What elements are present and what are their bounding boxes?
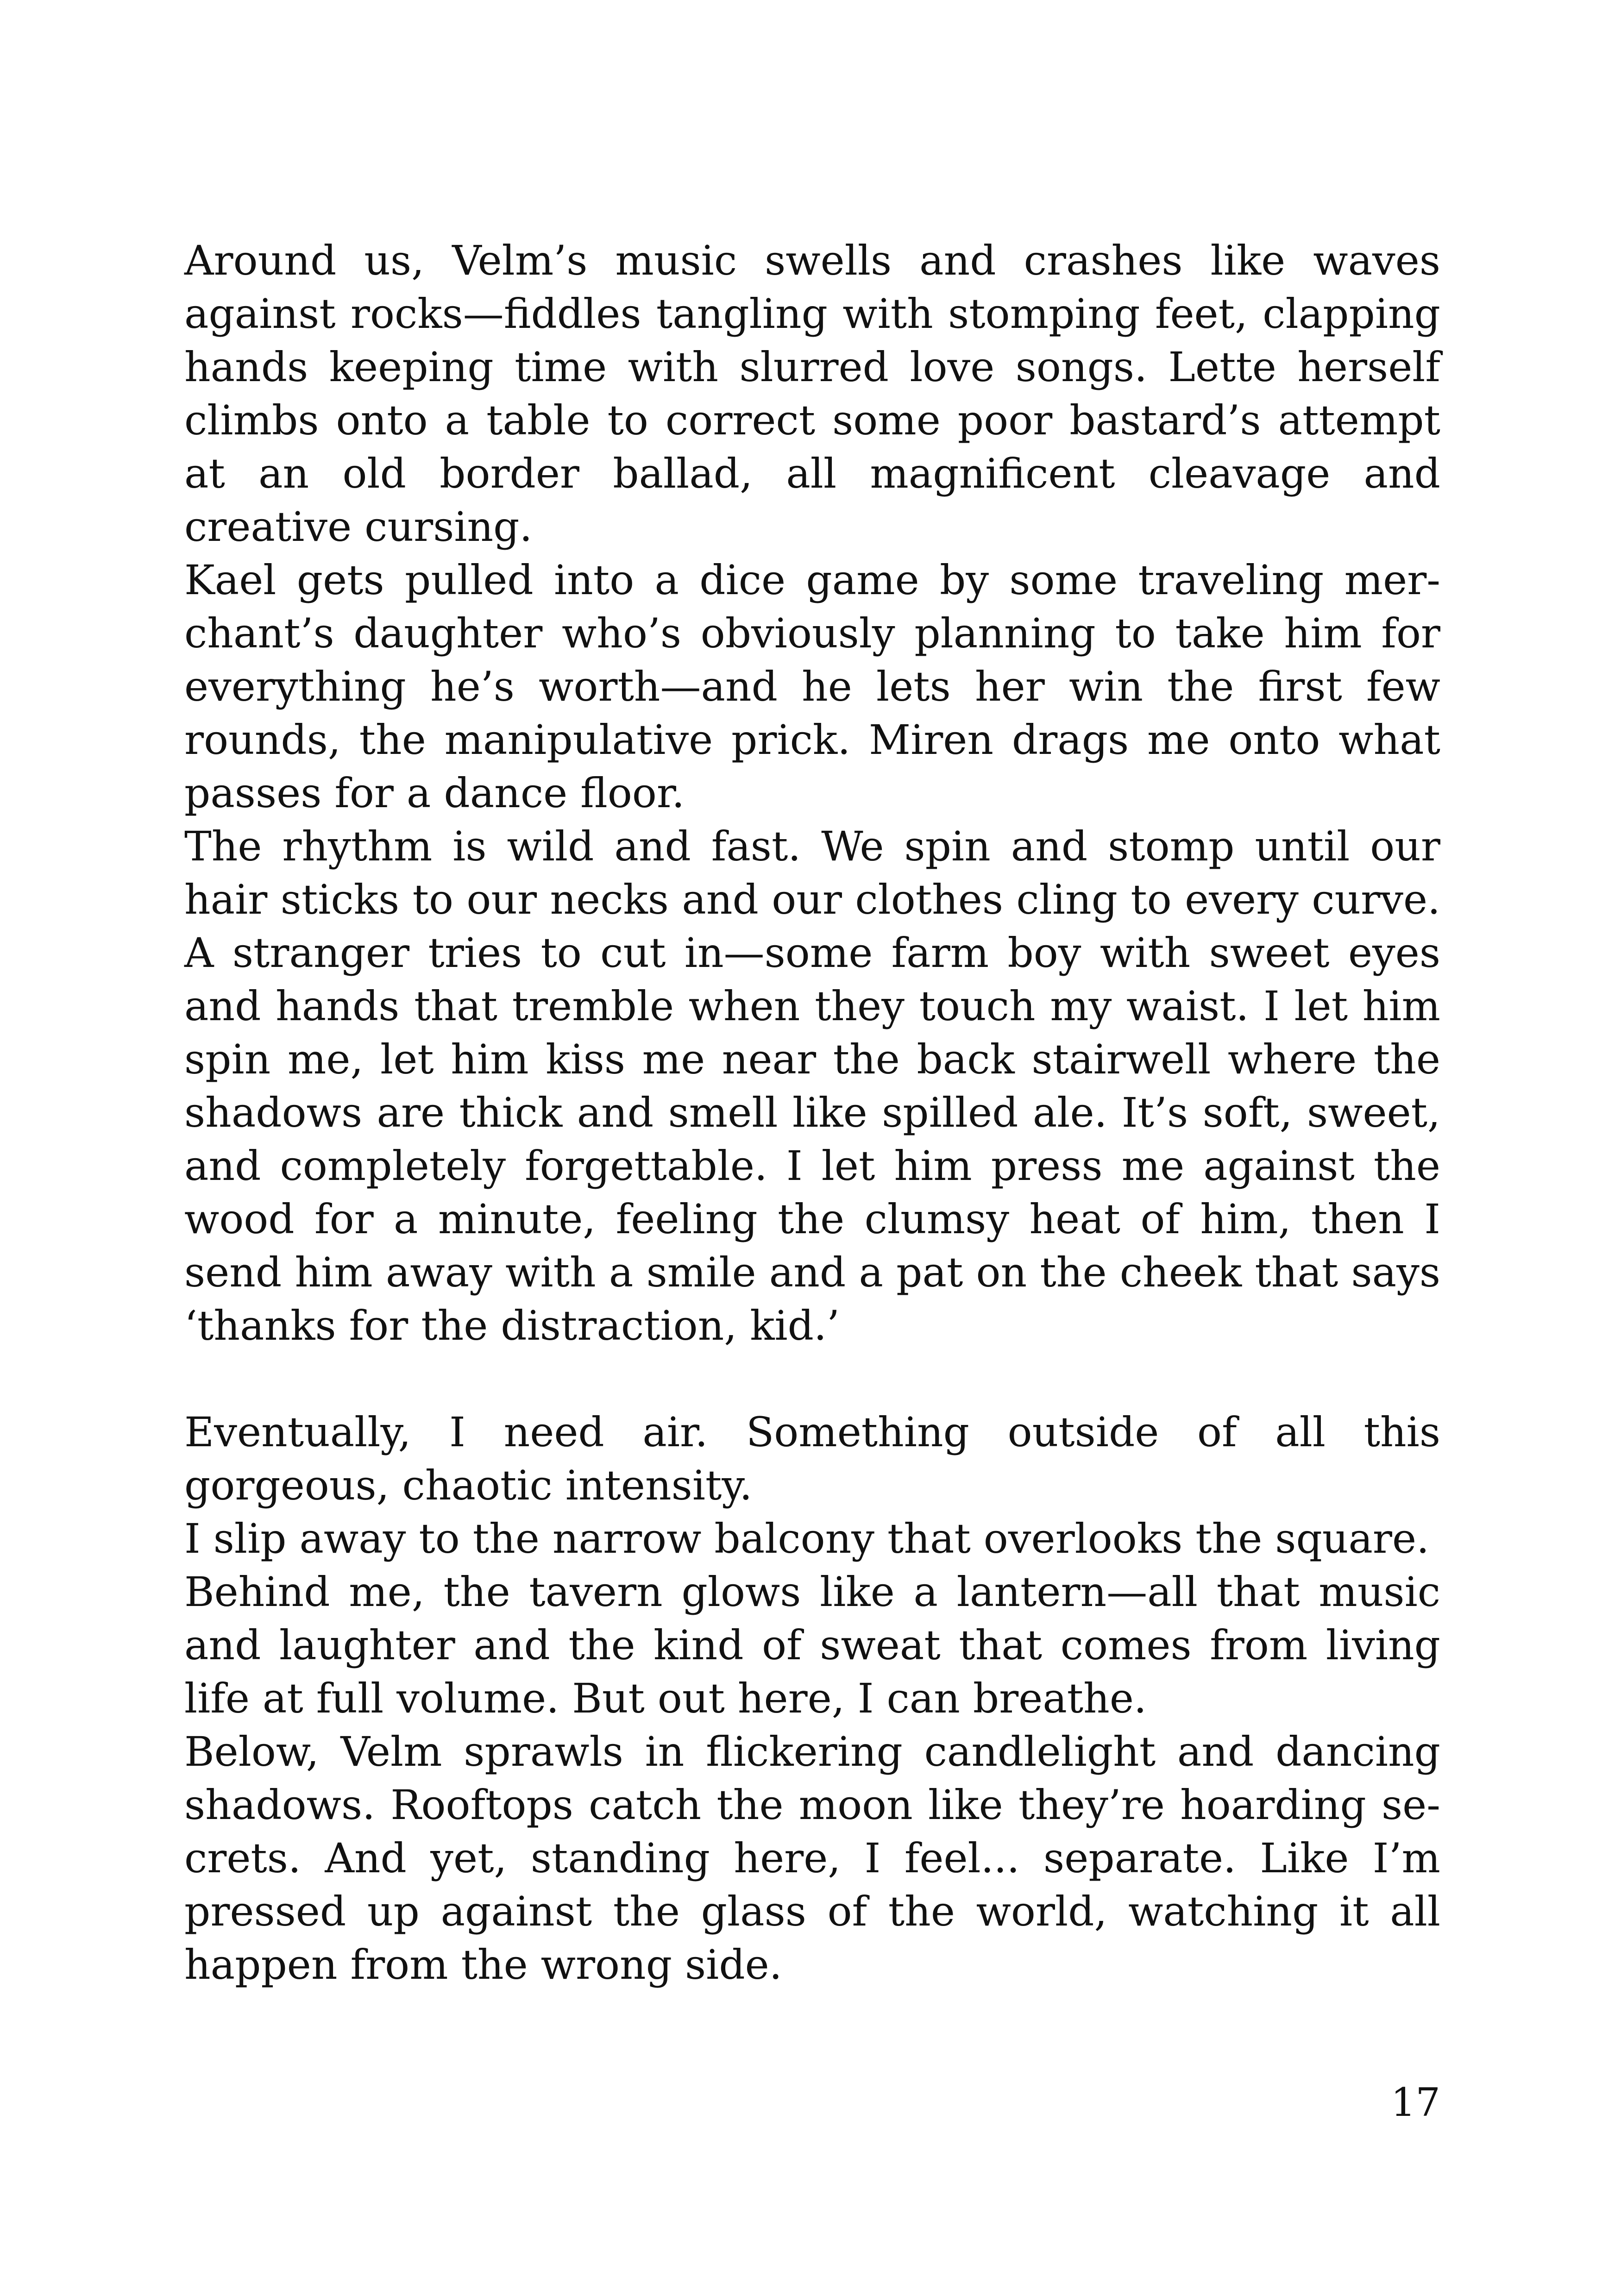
paragraph-3: The rhythm is wild and fast. We spin and stomp until our hair sticks to our necks and our clothes cling to every curve. A stranger tries to cut in—some farm boy with sweet eyes and hands that tremble when they touch my waist. I let him spin me, let him kiss me near the back stairwell where the shadows are thick and smell like spilled ale. It’s soft, sweet, and completely forgettable. I let him press me against the wood for a minute, feeling the clumsy heat of him, then I send him away with a smile and a pat on the cheek that says ‘thanks for the distraction, kid.’ (184, 822, 1440, 1349)
body-text (184, 234, 1440, 1991)
page-number: 17 (1391, 2080, 1440, 2125)
section-gap (184, 1352, 1440, 1405)
paragraph-7: Below, Velm sprawls in flickering candlelight and dancing shadows. Rooftops catch the moon like they’re hoarding secrets. And yet, standing here, I feel... separate. Like I’m pressed up against the glass of the world, watching it all happen from the wrong side. (184, 1728, 1440, 1989)
paragraph-5: I slip away to the narrow balcony that overlooks the square. (184, 1515, 1430, 1562)
paragraph-6: Behind me, the tavern glows like a lantern—all that music and laughter and the kind of sweat that comes from living life at full volume. But out here, I can breathe. (184, 1568, 1440, 1722)
paragraph-4: Eventually, I need air. Something outside of all this gorgeous, chaotic intensity. (184, 1408, 1440, 1509)
paragraph-2: Kael gets pulled into a dice game by some traveling merchant’s daughter who’s obviously planning to take him for everything he’s worth—and he lets her win the first few rounds, the manipulative prick. Miren drags me onto what passes for a dance floor. (184, 556, 1440, 817)
paragraph-1: Around us, Velm’s music swells and crashes like waves against rocks—fiddles tangling with stomping feet, clapping hands keeping time with slurred love songs. Lette herself climbs onto a table to correct some poor bastard’s attempt at an old border ballad, all magnificent cleavage and creative cursing. (184, 237, 1440, 551)
